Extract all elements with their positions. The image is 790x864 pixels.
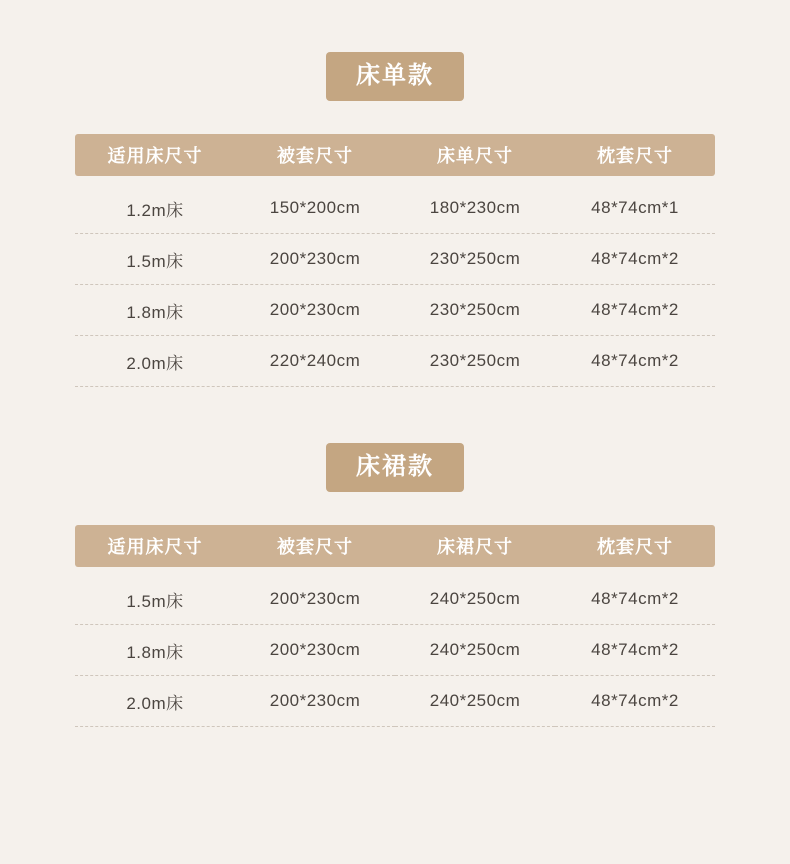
table-row [75, 625, 715, 676]
cell-skirt-size: 240*250cm [395, 567, 555, 625]
column-header-skirt-size: 床裙尺寸 [395, 525, 555, 567]
cell-pillowcase-size: 48*74cm*2 [555, 285, 715, 336]
table-wrap-bed-skirt [75, 525, 715, 727]
table-row [75, 336, 715, 387]
table-header-row [75, 134, 715, 176]
cell-sheet-size: 230*250cm [395, 285, 555, 336]
table-row [75, 234, 715, 285]
cell-duvet-cover-size: 200*230cm [235, 625, 395, 676]
cell-duvet-cover-size: 220*240cm [235, 336, 395, 387]
cell-pillowcase-size: 48*74cm*2 [555, 625, 715, 676]
column-header-sheet-size: 床单尺寸 [395, 134, 555, 176]
cell-pillowcase-size: 48*74cm*2 [555, 234, 715, 285]
table-wrap-bed-sheet [75, 134, 715, 387]
cell-skirt-size: 240*250cm [395, 625, 555, 676]
cell-duvet-cover-size: 200*230cm [235, 567, 395, 625]
table-header-bed-skirt [75, 525, 715, 567]
cell-duvet-cover-size: 200*230cm [235, 285, 395, 336]
cell-duvet-cover-size: 200*230cm [235, 234, 395, 285]
table-row [75, 285, 715, 336]
cell-skirt-size: 240*250cm [395, 676, 555, 727]
column-header-bed-size: 适用床尺寸 [75, 134, 235, 176]
table-header-bed-sheet [75, 134, 715, 176]
section-bed-sheet [0, 52, 790, 387]
cell-bed-size: 2.0m床 [75, 336, 235, 387]
column-header-duvet-cover-size: 被套尺寸 [235, 525, 395, 567]
size-table-bed-skirt [75, 525, 715, 727]
column-header-pillowcase-size: 枕套尺寸 [555, 525, 715, 567]
badge-row-bed-skirt [0, 443, 790, 492]
table-body-bed-sheet [75, 176, 715, 387]
column-header-duvet-cover-size: 被套尺寸 [235, 134, 395, 176]
cell-pillowcase-size: 48*74cm*2 [555, 336, 715, 387]
size-table-bed-sheet [75, 134, 715, 387]
cell-pillowcase-size: 48*74cm*2 [555, 567, 715, 625]
section-badge-bed-sheet: 床单款 [326, 52, 464, 101]
table-body-bed-skirt [75, 567, 715, 727]
table-row [75, 676, 715, 727]
cell-bed-size: 1.5m床 [75, 234, 235, 285]
section-badge-bed-skirt: 床裙款 [326, 443, 464, 492]
cell-duvet-cover-size: 200*230cm [235, 676, 395, 727]
badge-row-bed-sheet [0, 52, 790, 101]
table-header-row [75, 525, 715, 567]
table-row [75, 176, 715, 234]
cell-duvet-cover-size: 150*200cm [235, 176, 395, 234]
column-header-pillowcase-size: 枕套尺寸 [555, 134, 715, 176]
cell-bed-size: 1.8m床 [75, 285, 235, 336]
column-header-bed-size: 适用床尺寸 [75, 525, 235, 567]
cell-pillowcase-size: 48*74cm*1 [555, 176, 715, 234]
section-bed-skirt [0, 443, 790, 727]
cell-sheet-size: 230*250cm [395, 234, 555, 285]
cell-bed-size: 1.8m床 [75, 625, 235, 676]
cell-bed-size: 1.5m床 [75, 567, 235, 625]
cell-sheet-size: 180*230cm [395, 176, 555, 234]
table-row [75, 567, 715, 625]
cell-pillowcase-size: 48*74cm*2 [555, 676, 715, 727]
cell-sheet-size: 230*250cm [395, 336, 555, 387]
cell-bed-size: 1.2m床 [75, 176, 235, 234]
cell-bed-size: 2.0m床 [75, 676, 235, 727]
